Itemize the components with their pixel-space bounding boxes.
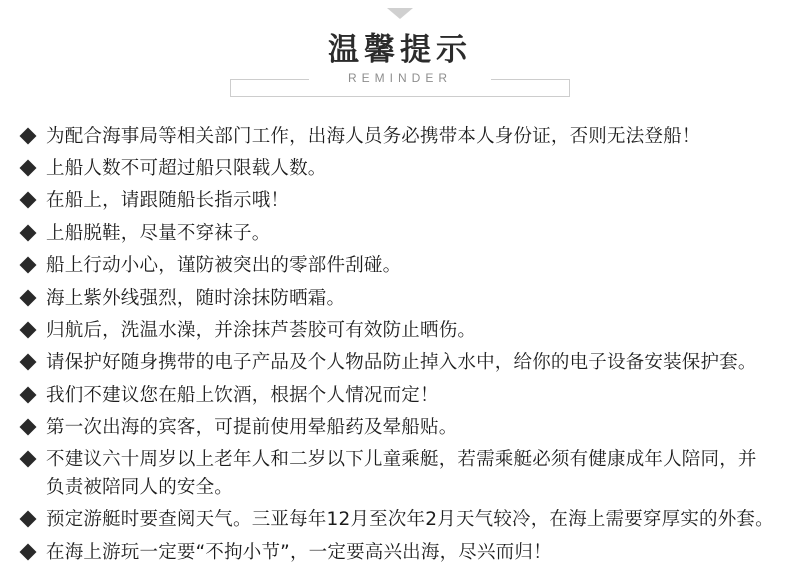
diamond-bullet-icon bbox=[20, 386, 37, 403]
list-item bbox=[22, 123, 774, 150]
list-item-text: 上船人数不可超过船只限载人数。 bbox=[46, 158, 327, 180]
divider-left bbox=[231, 79, 309, 80]
divider-right bbox=[491, 79, 569, 80]
diamond-bullet-icon bbox=[20, 224, 37, 241]
subtitle-frame bbox=[230, 70, 570, 97]
page-title: 温馨提示 bbox=[328, 32, 472, 68]
list-item-text: 不建议六十周岁以上老年人和二岁以下儿童乘艇，若需乘艇必须有健康成年人陪同，并负责被陪同人的安全。 bbox=[46, 449, 757, 498]
list-item-text: 我们不建议您在船上饮酒，根据个人情况而定！ bbox=[46, 384, 439, 406]
list-item bbox=[22, 349, 774, 376]
diamond-bullet-icon bbox=[20, 257, 37, 274]
notice-list bbox=[0, 123, 800, 566]
list-item bbox=[22, 446, 774, 501]
list-item-text: 在海上游玩一定要“不拘小节”，一定要高兴出海，尽兴而归！ bbox=[46, 541, 552, 563]
list-item-text: 请保护好随身携带的电子产品及个人物品防止掉入水中，给你的电子设备安装保护套。 bbox=[46, 352, 757, 374]
list-item bbox=[22, 382, 774, 409]
diamond-bullet-icon bbox=[20, 192, 37, 209]
list-item bbox=[22, 506, 774, 533]
list-item bbox=[22, 187, 774, 214]
diamond-bullet-icon bbox=[20, 160, 37, 177]
diamond-bullet-icon bbox=[20, 289, 37, 306]
list-item-text: 在船上，请跟随船长指示哦！ bbox=[46, 190, 290, 212]
list-item-text: 上船脱鞋，尽量不穿袜子。 bbox=[46, 222, 271, 244]
list-item bbox=[22, 220, 774, 247]
diamond-bullet-icon bbox=[20, 419, 37, 436]
page-subtitle: REMINDER bbox=[338, 71, 462, 85]
list-item-text: 归航后，洗温水澡，并涂抹芦荟胶可有效防止晒伤。 bbox=[46, 319, 477, 341]
top-arrow-container bbox=[0, 0, 800, 19]
diamond-bullet-icon bbox=[20, 543, 37, 560]
list-item bbox=[22, 285, 774, 312]
triangle-down-icon bbox=[387, 8, 413, 19]
list-item bbox=[22, 155, 774, 182]
page-header bbox=[0, 33, 800, 97]
list-item bbox=[22, 252, 774, 279]
diamond-bullet-icon bbox=[20, 354, 37, 371]
diamond-bullet-icon bbox=[20, 451, 37, 468]
list-item bbox=[22, 539, 774, 566]
subtitle-row bbox=[0, 70, 800, 97]
diamond-bullet-icon bbox=[20, 511, 37, 528]
list-item-text: 海上紫外线强烈，随时涂抹防晒霜。 bbox=[46, 287, 346, 309]
list-item-text: 预定游艇时要查阅天气。三亚每年12月至次年2月天气较冷，在海上需要穿厚实的外套。 bbox=[46, 509, 774, 531]
diamond-bullet-icon bbox=[20, 321, 37, 338]
diamond-bullet-icon bbox=[20, 127, 37, 144]
list-item-text: 第一次出海的宾客，可提前使用晕船药及晕船贴。 bbox=[46, 417, 458, 439]
list-item-text: 船上行动小心，谨防被突出的零部件刮碰。 bbox=[46, 255, 402, 277]
list-item bbox=[22, 317, 774, 344]
list-item-text: 为配合海事局等相关部门工作，出海人员务必携带本人身份证，否则无法登船！ bbox=[46, 125, 701, 147]
list-item bbox=[22, 414, 774, 441]
